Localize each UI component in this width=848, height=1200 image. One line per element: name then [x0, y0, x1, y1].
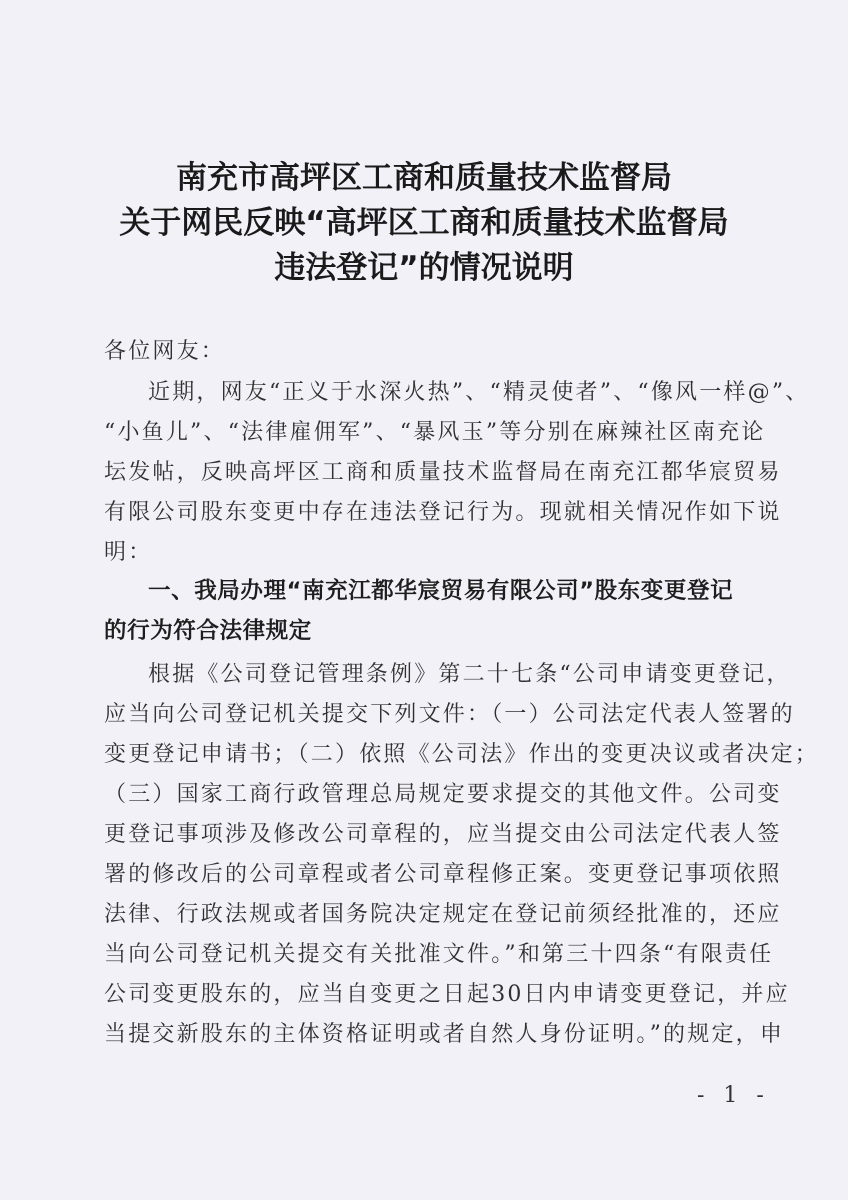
document-title-line-3: 违法登记”的情况说明 — [274, 250, 574, 286]
paragraph-2-line: 根据《公司登记管理条例》第二十七条“公司申请变更登记， — [148, 662, 791, 687]
salutation: 各位网友： — [104, 339, 226, 364]
section-1-heading-line: 的行为符合法律规定 — [104, 618, 312, 644]
paragraph-1-line: “小鱼儿”、“法律雇佣军”、“暴风玉”等分别在麻辣社区南充论 — [104, 420, 766, 445]
paragraph-1-line: 有限公司股东变更中存在违法登记行为。现就相关情况作如下说 — [104, 500, 782, 525]
paragraph-2-line: 公司变更股东的，应当自变更之日起30日内申请变更登记，并应 — [104, 982, 790, 1007]
paragraph-2-line: 当向公司登记机关提交有关批准文件。”和第三十四条“有限责任 — [104, 942, 774, 967]
paragraph-2-line: 法律、行政法规或者国务院决定规定在登记前须经批准的，还应 — [104, 902, 782, 927]
paragraph-2-line: （三）国家工商行政管理总局规定要求提交的其他文件。公司变 — [104, 782, 782, 807]
paragraph-1-line: 明： — [104, 540, 153, 565]
paragraph-1-line: 近期，网友“正义于水深火热”、“精灵使者”、“像风一样@”、 — [148, 380, 810, 405]
paragraph-2-line: 变更登记申请书；（二）依照《公司法》作出的变更决议或者决定； — [104, 742, 820, 767]
paragraph-1-line: 坛发帖，反映高坪区工商和质量技术监督局在南充江都华宸贸易 — [104, 460, 782, 485]
paragraph-2-line: 应当向公司登记机关提交下列文件：（一）公司法定代表人签署的 — [104, 702, 795, 727]
document-title-line-2: 关于网民反映“高坪区工商和质量技术监督局 — [119, 205, 729, 241]
paragraph-2-line: 署的修改后的公司章程或者公司章程修正案。变更登记事项依照 — [104, 862, 782, 887]
page-number: - 1 - — [697, 1083, 770, 1108]
paragraph-2-line: 更登记事项涉及修改公司章程的，应当提交由公司法定代表人签 — [104, 822, 782, 847]
document-title-line-1: 南充市高坪区工商和质量技术监督局 — [176, 160, 672, 196]
section-1-heading-line: 一、我局办理“南充江都华宸贸易有限公司”股东变更登记 — [148, 578, 734, 604]
paragraph-2-line: 当提交新股东的主体资格证明或者自然人身份证明。”的规定，申 — [104, 1022, 785, 1047]
